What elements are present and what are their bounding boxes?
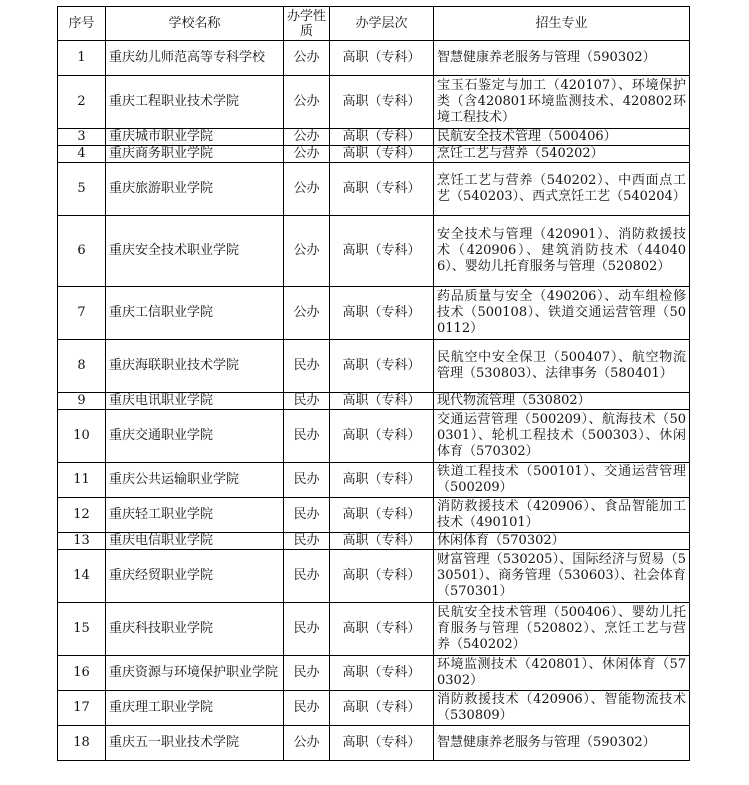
school-majors: 休闲体育（570302）: [434, 533, 690, 550]
table-row: [58, 146, 690, 163]
school-nature: 公办: [284, 146, 330, 163]
row-num: 15: [58, 603, 106, 656]
school-nature: 民办: [284, 691, 330, 726]
school-name: 重庆资源与环境保护职业学院: [106, 656, 284, 691]
school-nature: 公办: [284, 216, 330, 287]
school-level: 高职（专科）: [330, 340, 434, 393]
school-majors: 现代物流管理（530802）: [434, 393, 690, 410]
school-name: 重庆理工职业学院: [106, 691, 284, 726]
table-row: [58, 691, 690, 726]
table-row: [58, 216, 690, 287]
school-level: 高职（专科）: [330, 463, 434, 498]
school-nature: 公办: [284, 41, 330, 76]
school-level: 高职（专科）: [330, 726, 434, 761]
row-num: 4: [58, 146, 106, 163]
table-row: [58, 340, 690, 393]
school-level: 高职（专科）: [330, 163, 434, 216]
table-row: [58, 41, 690, 76]
school-nature: 民办: [284, 656, 330, 691]
header-level: 办学层次: [330, 7, 434, 41]
school-majors: 民航空中安全保卫（500407）、航空物流管理（530803）、法律事务（580401）: [434, 340, 690, 393]
school-majors: 智慧健康养老服务与管理（590302）: [434, 41, 690, 76]
school-level: 高职（专科）: [330, 393, 434, 410]
table-row: [58, 163, 690, 216]
school-majors: 烹饪工艺与营养（540202）、中西面点工艺（540203）、西式烹饪工艺（540204）: [434, 163, 690, 216]
school-majors: 宝玉石鉴定与加工（420107）、环境保护类（含420801环境监测技术、420802环境工程技术）: [434, 76, 690, 129]
school-name: 重庆旅游职业学院: [106, 163, 284, 216]
school-majors: 药品质量与安全（490206）、动车组检修技术（500108）、铁道交通运营管理（500112）: [434, 287, 690, 340]
school-level: 高职（专科）: [330, 41, 434, 76]
school-majors: 消防救援技术（420906）、食品智能加工技术（490101）: [434, 498, 690, 533]
school-name: 重庆科技职业学院: [106, 603, 284, 656]
table-row: [58, 410, 690, 463]
row-num: 7: [58, 287, 106, 340]
school-name: 重庆海联职业技术学院: [106, 340, 284, 393]
school-nature: 公办: [284, 129, 330, 146]
school-nature: 公办: [284, 287, 330, 340]
school-name: 重庆电信职业学院: [106, 533, 284, 550]
school-nature: 公办: [284, 726, 330, 761]
row-num: 14: [58, 550, 106, 603]
row-num: 16: [58, 656, 106, 691]
school-level: 高职（专科）: [330, 550, 434, 603]
school-level: 高职（专科）: [330, 76, 434, 129]
schools-table: [57, 6, 690, 761]
school-name: 重庆公共运输职业学院: [106, 463, 284, 498]
school-majors: 安全技术与管理（420901）、消防救援技术（420906）、建筑消防技术（440406）、婴幼儿托育服务与管理（520802）: [434, 216, 690, 287]
table-row: [58, 656, 690, 691]
school-name: 重庆安全技术职业学院: [106, 216, 284, 287]
school-nature: 民办: [284, 550, 330, 603]
school-nature: 民办: [284, 603, 330, 656]
school-majors: 消防救援技术（420906）、智能物流技术（530809）: [434, 691, 690, 726]
school-majors: 烹饪工艺与营养（540202）: [434, 146, 690, 163]
school-level: 高职（专科）: [330, 410, 434, 463]
school-level: 高职（专科）: [330, 216, 434, 287]
school-level: 高职（专科）: [330, 656, 434, 691]
row-num: 13: [58, 533, 106, 550]
school-name: 重庆电讯职业学院: [106, 393, 284, 410]
school-majors: 民航安全技术管理（500406）、婴幼儿托育服务与管理（520802）、烹饪工艺与营养（540202）: [434, 603, 690, 656]
school-name: 重庆轻工职业学院: [106, 498, 284, 533]
table-row: [58, 603, 690, 656]
header-majors: 招生专业: [434, 7, 690, 41]
school-majors: 智慧健康养老服务与管理（590302）: [434, 726, 690, 761]
school-name: 重庆交通职业学院: [106, 410, 284, 463]
school-nature: 民办: [284, 533, 330, 550]
school-nature: 民办: [284, 340, 330, 393]
table-row: [58, 533, 690, 550]
header-name: 学校名称: [106, 7, 284, 41]
school-level: 高职（专科）: [330, 691, 434, 726]
school-nature: 公办: [284, 163, 330, 216]
school-name: 重庆工程职业技术学院: [106, 76, 284, 129]
table-row: [58, 726, 690, 761]
school-majors: 环境监测技术（420801）、休闲体育（570302）: [434, 656, 690, 691]
school-level: 高职（专科）: [330, 603, 434, 656]
school-level: 高职（专科）: [330, 287, 434, 340]
table-row: [58, 76, 690, 129]
row-num: 12: [58, 498, 106, 533]
row-num: 6: [58, 216, 106, 287]
table-row: [58, 129, 690, 146]
school-nature: 民办: [284, 410, 330, 463]
table-row: [58, 463, 690, 498]
row-num: 18: [58, 726, 106, 761]
school-level: 高职（专科）: [330, 498, 434, 533]
school-nature: 民办: [284, 463, 330, 498]
row-num: 1: [58, 41, 106, 76]
row-num: 3: [58, 129, 106, 146]
row-num: 10: [58, 410, 106, 463]
school-level: 高职（专科）: [330, 533, 434, 550]
school-nature: 民办: [284, 393, 330, 410]
school-majors: 财富管理（530205）、国际经济与贸易（530501）、商务管理（530603）、社会体育（570301）: [434, 550, 690, 603]
school-name: 重庆幼儿师范高等专科学校: [106, 41, 284, 76]
row-num: 11: [58, 463, 106, 498]
school-name: 重庆经贸职业学院: [106, 550, 284, 603]
table-row: [58, 550, 690, 603]
row-num: 9: [58, 393, 106, 410]
school-nature: 公办: [284, 76, 330, 129]
table-row: [58, 498, 690, 533]
header-num: 序号: [58, 7, 106, 41]
table-row: [58, 393, 690, 410]
school-majors: 交通运营管理（500209）、航海技术（500301）、轮机工程技术（500303）、休闲体育（570302）: [434, 410, 690, 463]
school-majors: 民航安全技术管理（500406）: [434, 129, 690, 146]
row-num: 17: [58, 691, 106, 726]
header-nature: 办学性质: [284, 7, 330, 41]
school-majors: 铁道工程技术（500101）、交通运营管理（500209）: [434, 463, 690, 498]
school-level: 高职（专科）: [330, 146, 434, 163]
school-name: 重庆五一职业技术学院: [106, 726, 284, 761]
table-row: [58, 287, 690, 340]
school-level: 高职（专科）: [330, 129, 434, 146]
school-nature: 民办: [284, 498, 330, 533]
school-name: 重庆商务职业学院: [106, 146, 284, 163]
school-name: 重庆城市职业学院: [106, 129, 284, 146]
row-num: 2: [58, 76, 106, 129]
row-num: 5: [58, 163, 106, 216]
school-name: 重庆工信职业学院: [106, 287, 284, 340]
row-num: 8: [58, 340, 106, 393]
table-header-row: [58, 7, 690, 41]
